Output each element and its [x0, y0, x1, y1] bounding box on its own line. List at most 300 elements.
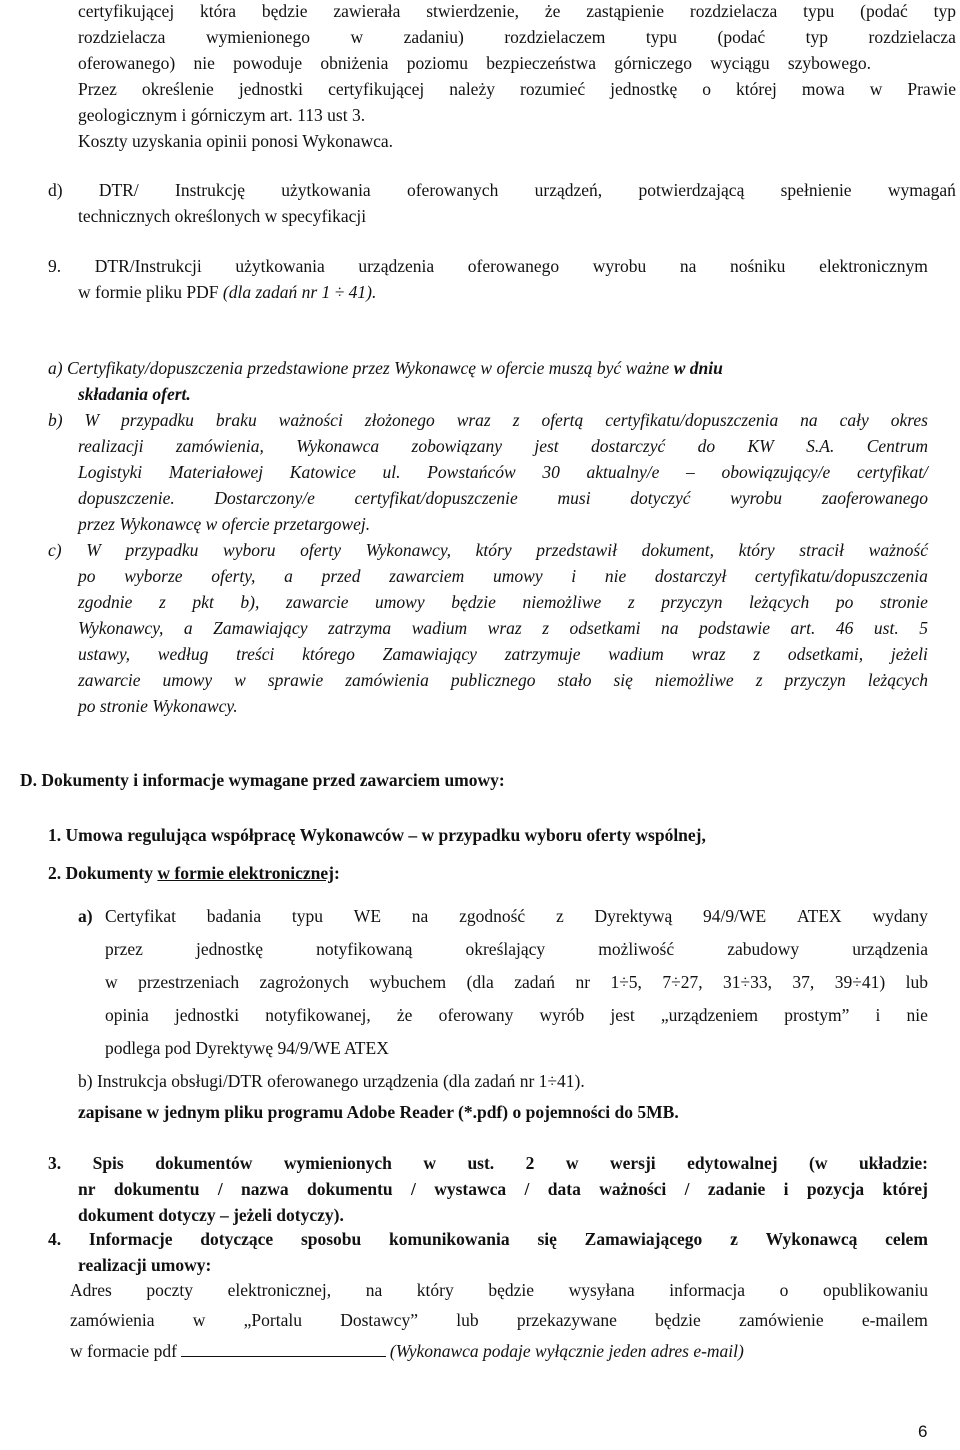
word: certyfikatu/dopuszczenia — [605, 410, 779, 430]
list-item-3-line: dokument dotyczy – jeżeli dotyczy). — [78, 1205, 344, 1225]
word: Centrum — [866, 436, 928, 456]
word: ul. — [382, 462, 401, 482]
word: lub — [456, 1310, 479, 1330]
word: przed — [321, 566, 361, 586]
word: Zamawiający — [213, 618, 308, 638]
word: wraz — [487, 618, 522, 638]
word: odsetkami, — [787, 644, 864, 664]
word: realizacji — [78, 436, 144, 456]
word: musi — [557, 488, 591, 508]
word: który — [738, 540, 775, 560]
word: z — [753, 644, 761, 664]
word: rozdzielacza — [78, 27, 166, 47]
word: sposobu — [300, 1229, 362, 1249]
word: ważność — [868, 540, 928, 560]
list-item-2 — [48, 865, 340, 883]
item-a-bold: w dniu — [673, 358, 723, 378]
word: publicznego — [450, 670, 536, 690]
word: ważności — [278, 410, 343, 430]
word: przypadku — [125, 540, 199, 560]
word: dokumentów — [155, 1153, 253, 1173]
word: / — [411, 1179, 416, 1199]
word: b) — [48, 410, 63, 430]
word: dotyczyć — [630, 488, 691, 508]
word: aktualny/e — [586, 462, 660, 482]
word: złożonego — [364, 410, 435, 430]
word: Wykonawcy, — [78, 618, 164, 638]
word: Prawie — [907, 79, 956, 99]
word: zamówienia — [345, 670, 429, 690]
word: certyfikatu/dopuszczenia — [754, 566, 928, 586]
word: dokumentu — [113, 1179, 200, 1199]
word: wadium — [608, 644, 664, 664]
word: na — [800, 410, 818, 430]
word: Certyfikat — [105, 906, 176, 926]
word: b), — [240, 592, 260, 612]
word: nr — [78, 1179, 96, 1199]
word: Katowice — [289, 462, 356, 482]
word: powoduje — [233, 53, 303, 73]
paragraph-line — [78, 29, 956, 47]
word: dokument, — [641, 540, 715, 560]
page-number: 6 — [918, 1422, 928, 1441]
address-italic-note: (Wykonawca podaje wyłącznie jeden adres e-mail) — [389, 1341, 744, 1361]
word: mowa — [801, 79, 845, 99]
word: 46 — [835, 618, 854, 638]
word: typu — [645, 27, 678, 47]
paragraph-line: geologicznym i górniczym art. 113 ust 3. — [78, 105, 366, 125]
word: nazwa — [241, 1179, 289, 1199]
word: ofertą — [541, 410, 584, 430]
word: 31÷33, — [723, 972, 772, 992]
word: przyczyn — [661, 592, 723, 612]
word: zobowiązany — [411, 436, 502, 456]
word: przestrzeniach — [138, 972, 240, 992]
word: oferowanego) — [78, 53, 176, 73]
word: oferowany — [438, 1005, 514, 1025]
item-d-line: technicznych określonych w specyfikacji — [78, 206, 367, 226]
word: nie — [193, 53, 215, 73]
list-item-4-line: realizacji umowy: — [78, 1255, 212, 1275]
word: / — [524, 1179, 530, 1199]
word: opublikowaniu — [822, 1280, 928, 1300]
word: z — [512, 410, 520, 430]
word: lub — [905, 972, 928, 992]
word: elektronicznej, — [227, 1280, 332, 1300]
word: zawierała — [333, 1, 401, 21]
word: oferty, — [211, 566, 256, 586]
item-a-line: składania ofert. — [78, 384, 191, 404]
word: nośniku — [730, 256, 786, 276]
word: przez — [105, 939, 143, 959]
email-blank-field[interactable] — [181, 1342, 386, 1357]
word: ATEX — [796, 906, 842, 926]
item-b-line — [78, 464, 928, 482]
file-format-note: zapisane w jednym pliku programu Adobe Reader (*.pdf) o pojemności do 5MB. — [78, 1102, 679, 1122]
word: 5 — [919, 618, 928, 638]
word: okres — [890, 410, 928, 430]
word: elektronicznym — [819, 256, 928, 276]
word: do — [697, 436, 716, 456]
word: rozdzielacza — [689, 1, 778, 21]
paragraph-line: Koszty uzyskania opinii ponosi Wykonawca. — [78, 131, 394, 151]
word: z — [755, 670, 763, 690]
word: niemożliwe — [522, 592, 602, 612]
address-line — [70, 1342, 744, 1361]
word: jest — [610, 1005, 635, 1025]
item-b-line — [48, 412, 928, 430]
word: pozycja — [806, 1179, 865, 1199]
word: i — [783, 1179, 789, 1199]
word: że — [544, 1, 561, 21]
word: jednostki — [174, 1005, 240, 1025]
word: podstawie — [699, 618, 771, 638]
list-item-3-line — [78, 1181, 928, 1199]
word: dostarczyć — [591, 436, 666, 456]
word: W — [86, 540, 101, 560]
word: przedstawił — [536, 540, 617, 560]
word: wyborze — [124, 566, 183, 586]
word: zabudowy — [727, 939, 800, 959]
word: stracił — [799, 540, 845, 560]
word: notyfikowanej, — [265, 1005, 371, 1025]
word: pkt — [192, 592, 214, 612]
word: 30 — [542, 462, 560, 482]
word: zaoferowanego — [821, 488, 928, 508]
word: po — [78, 566, 96, 586]
word: art. — [790, 618, 816, 638]
word: (podać — [860, 1, 908, 21]
word: się — [537, 1229, 557, 1249]
section-heading: D. Dokumenty i informacje wymagane przed zawarciem umowy: — [20, 770, 505, 790]
word: oferty — [300, 540, 341, 560]
word: zatrzymuje — [504, 644, 581, 664]
word: oferowanych — [406, 180, 499, 200]
sub-item-a-line — [105, 1007, 928, 1025]
word: w — [869, 79, 883, 99]
word: badania — [206, 906, 262, 926]
word: będzie — [488, 1280, 534, 1300]
item-c-line — [48, 542, 928, 560]
word: (dla — [466, 972, 494, 992]
word: na — [411, 906, 429, 926]
word: wraz — [456, 410, 491, 430]
word: wymienionego — [205, 27, 310, 47]
word: jednostki — [238, 79, 304, 99]
word: zamówienia — [70, 1310, 155, 1330]
word: niemożliwe — [654, 670, 734, 690]
word: urządzenia — [852, 939, 928, 959]
word: będzie — [451, 592, 496, 612]
word: (podać — [717, 27, 766, 47]
word: umowy — [375, 592, 425, 612]
word: wersji — [609, 1153, 656, 1173]
word: d) — [48, 180, 63, 200]
word: obniżenia — [320, 53, 389, 73]
item-b-line: przez Wykonawcę w ofercie przetargowej. — [78, 514, 371, 534]
item-c-line — [78, 672, 928, 690]
word: w — [105, 972, 118, 992]
word: wyrób — [539, 1005, 585, 1025]
item-a-text: a) Certyfikaty/dopuszczenia przedstawione przez Wykonawcę w ofercie muszą być ważne — [48, 358, 674, 378]
word: na — [661, 618, 679, 638]
word: górniczego — [614, 53, 693, 73]
word: wydany — [872, 906, 928, 926]
word: który — [475, 540, 512, 560]
word: W — [84, 410, 100, 430]
item-c-line — [78, 620, 928, 638]
sub-item-a-line: podlega pod Dyrektywę 94/9/WE ATEX — [105, 1038, 389, 1058]
word: 7÷27, — [662, 972, 703, 992]
word: typu — [291, 906, 324, 926]
word: wadium — [411, 618, 468, 638]
word: w — [350, 27, 364, 47]
word: 4. — [48, 1229, 62, 1249]
word: zgodność — [459, 906, 526, 926]
address-line — [70, 1312, 928, 1330]
item-9-text: w formie pliku PDF — [78, 282, 223, 302]
word: wyboru — [223, 540, 276, 560]
word: urządzeń, — [534, 180, 603, 200]
word: wymienionych — [283, 1153, 392, 1173]
word: rozumieć — [520, 79, 586, 99]
word: 37, — [792, 972, 815, 992]
word: należy — [449, 79, 495, 99]
paragraph-line — [78, 3, 956, 21]
word: na — [365, 1280, 383, 1300]
word: dokumentu — [307, 1179, 393, 1199]
word: typ — [805, 27, 829, 47]
list-item-2-text: 2. Dokumenty — [48, 863, 158, 883]
item-d-line — [48, 182, 956, 200]
word: że — [396, 1005, 413, 1025]
word: a — [284, 566, 293, 586]
word: wyrobu — [730, 488, 783, 508]
word: zastąpienie — [586, 1, 665, 21]
word: poczty — [146, 1280, 194, 1300]
word: 94/9/WE — [703, 906, 767, 926]
word: potwierdzającą — [638, 180, 745, 200]
sub-item-a-label: a) — [78, 906, 93, 926]
word: stało — [557, 670, 592, 690]
word: Materiałowej — [168, 462, 264, 482]
word: z — [555, 906, 564, 926]
word: leżących — [749, 592, 810, 612]
word: 3. — [48, 1153, 62, 1173]
word: treści — [236, 644, 275, 664]
word: dopuszczenie. — [78, 488, 175, 508]
item-b-line — [78, 438, 928, 456]
word: użytkowania — [235, 256, 325, 276]
word: o — [779, 1280, 789, 1300]
word: która — [200, 1, 237, 21]
word: poziomu — [406, 53, 468, 73]
sub-item-b: b) Instrukcja obsługi/DTR oferowanego urządzenia (dla zadań nr 1÷41). — [78, 1071, 585, 1091]
word: / — [217, 1179, 223, 1199]
word: który — [416, 1280, 454, 1300]
word: możliwość — [598, 939, 675, 959]
word: zadań — [514, 972, 556, 992]
word: typu — [803, 1, 835, 21]
word: leżących — [867, 670, 928, 690]
word: edytowalnej — [687, 1153, 778, 1173]
word: szybowego. — [787, 53, 871, 73]
paragraph-line — [78, 81, 956, 99]
word: 2 — [525, 1153, 535, 1173]
word: sprawie — [267, 670, 324, 690]
word: z — [627, 592, 635, 612]
word: spełnienie — [780, 180, 852, 200]
word: zgodnie — [78, 592, 133, 612]
word: Spis — [92, 1153, 124, 1173]
word: użytkowania — [281, 180, 371, 200]
word: w — [234, 670, 246, 690]
word: zawarciem — [389, 566, 465, 586]
word: „urządzeniem — [660, 1005, 759, 1025]
sub-item-a-line — [105, 908, 928, 926]
word: opinia — [105, 1005, 149, 1025]
word: cały — [839, 410, 869, 430]
word: Instrukcję — [175, 180, 245, 200]
word: której — [882, 1179, 928, 1199]
word: zamówienia, — [175, 436, 264, 456]
word: którego — [302, 644, 355, 664]
word: w — [565, 1153, 579, 1173]
word: ważności — [599, 1179, 667, 1199]
item-a-line — [48, 360, 723, 378]
list-item-1: 1. Umowa regulująca współpracę Wykonawców – w przypadku wyboru oferty wspólnej, — [48, 825, 706, 845]
word: Informacje — [88, 1229, 173, 1249]
word: przyczyn — [784, 670, 846, 690]
word: po — [835, 592, 854, 612]
word: zawarcie — [78, 670, 141, 690]
word: ustawy, — [78, 644, 131, 664]
word: zadanie — [707, 1179, 766, 1199]
word: braku — [215, 410, 257, 430]
word: Przez — [78, 79, 117, 99]
list-item-2-underlined: w formie elektronicznej — [157, 863, 334, 883]
word: obowiązujący/e — [721, 462, 831, 482]
word: według — [157, 644, 209, 664]
item-b-line — [78, 490, 928, 508]
word: Zamawiający — [382, 644, 477, 664]
word: z — [730, 1229, 738, 1249]
word: rozdzielaczem — [504, 27, 606, 47]
word: nie — [604, 566, 627, 586]
word: zawarcie — [285, 592, 349, 612]
word: certyfikującej — [78, 1, 175, 21]
word: ust. — [467, 1153, 495, 1173]
word: wybuchem — [369, 972, 447, 992]
word: dostarczył — [654, 566, 727, 586]
word: prostym” — [784, 1005, 850, 1025]
word: a — [183, 618, 193, 638]
word: będzie — [261, 1, 308, 21]
word: komunikowania — [389, 1229, 510, 1249]
address-prefix: w formacie pdf — [70, 1341, 177, 1361]
item-c-line — [78, 568, 928, 586]
word: stronie — [879, 592, 928, 612]
word: bezpieczeństwa — [486, 53, 597, 73]
word: i — [875, 1005, 881, 1025]
word: „Portalu — [243, 1310, 302, 1330]
word: jeżeli — [890, 644, 928, 664]
word: układzie: — [858, 1153, 928, 1173]
paragraph-line — [78, 55, 871, 73]
word: Wykonawcy, — [365, 540, 451, 560]
word: której — [736, 79, 777, 99]
word: w — [192, 1310, 206, 1330]
word: data — [547, 1179, 581, 1199]
word: DTR/ — [98, 180, 139, 200]
word: 9. — [48, 256, 62, 276]
word: wyrobu — [592, 256, 647, 276]
word: przekazywane — [516, 1310, 617, 1330]
word: wyciągu — [710, 53, 770, 73]
word: zadaniu) — [403, 27, 464, 47]
word: Logistyki — [78, 462, 143, 482]
word: Wykonawcą — [765, 1229, 858, 1249]
word: wysyłana — [568, 1280, 635, 1300]
word: o — [702, 79, 711, 99]
word: 39÷41) — [834, 972, 886, 992]
word: przypadku — [121, 410, 194, 430]
list-item-4-line — [48, 1231, 928, 1249]
word: (w — [809, 1153, 828, 1173]
word: WE — [353, 906, 382, 926]
word: stwierdzenie, — [426, 1, 520, 21]
word: Zamawiającego — [584, 1229, 703, 1249]
word: DTR/Instrukcji — [94, 256, 202, 276]
word: certyfikującej — [328, 79, 425, 99]
word: e-mailem — [861, 1310, 928, 1330]
word: – — [686, 462, 695, 482]
word: informacja — [669, 1280, 746, 1300]
word: urządzenia — [358, 256, 435, 276]
word: S.A. — [806, 436, 835, 456]
word: i — [571, 566, 577, 586]
item-9-line — [78, 284, 376, 302]
word: określenie — [141, 79, 214, 99]
word: wystawca — [434, 1179, 507, 1199]
sub-item-a-line — [105, 974, 928, 992]
word: notyfikowaną — [316, 939, 413, 959]
word: c) — [48, 540, 62, 560]
word: typ — [933, 1, 956, 21]
word: Adres — [70, 1280, 112, 1300]
word: umowy — [162, 670, 213, 690]
word: certyfikat/dopuszczenie — [354, 488, 518, 508]
word: na — [679, 256, 697, 276]
word: odsetkami — [569, 618, 641, 638]
word: w — [423, 1153, 436, 1173]
word: Dostarczony/e — [214, 488, 315, 508]
word: celem — [885, 1229, 928, 1249]
word: z — [542, 618, 550, 638]
word: Wykonawca — [296, 436, 380, 456]
word: rozdzielacza — [868, 27, 956, 47]
word: certyfikat/ — [856, 462, 928, 482]
word: nr — [575, 972, 591, 992]
item-c-line: po stronie Wykonawcy. — [78, 696, 238, 716]
word: będzie — [655, 1310, 701, 1330]
item-9-italic: (dla zadań nr 1 ÷ 41). — [222, 282, 377, 302]
word: wraz — [691, 644, 726, 664]
word: jednostkę — [195, 939, 264, 959]
word: zamówienie — [739, 1310, 824, 1330]
sub-item-a-line — [105, 941, 928, 959]
word: się — [613, 670, 633, 690]
